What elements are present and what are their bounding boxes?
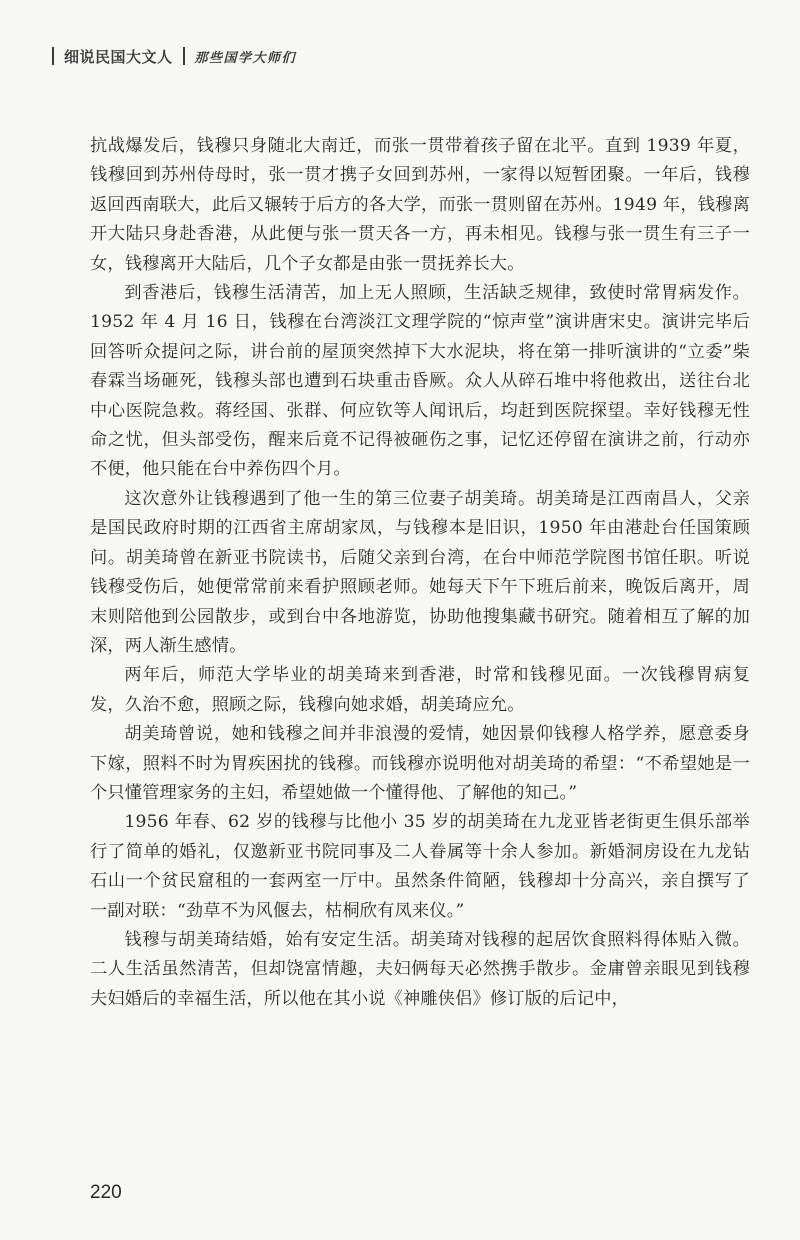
header-divider [52,47,54,65]
paragraph: 胡美琦曾说，她和钱穆之间并非浪漫的爱情，她因景仰钱穆人格学养，愿意委身下嫁，照料不时为胃疾困扰的钱穆。而钱穆亦说明他对胡美琦的希望：“不希望她是一个只懂管理家务的主妇，希望她做一个懂得他、了解他的知己。” [90,724,750,803]
paragraph: 到香港后，钱穆生活清苦，加上无人照顾，生活缺乏规律，致使时常胃病发作。1952 年 4 月 16 日，钱穆在台湾淡江文理学院的“惊声堂”演讲唐宋史。演讲完毕后回答听众提问之际，讲台前的屋顶突然掉下大水泥块，将在第一排听演讲的“立委”柴春霖当场砸死，钱穆头部也遭到石块重击昏厥。众人从碎石堆中将他救出，送往台北中心医院急救。蒋经国、张群、何应钦等人闻讯后，均赶到医院探望。幸好钱穆无性命之忧，但头部受伤，醒来后竟不记得被砸伤之事，记忆还停留在演讲之前，行动亦不便，他只能在台中养伤四个月。 [90,283,750,480]
body-text [90,132,750,1014]
paragraph: 钱穆与胡美琦结婚，始有安定生活。胡美琦对钱穆的起居饮食照料得体贴入微。二人生活虽然清苦，但却饶富情趣，夫妇俩每天必然携手散步。金庸曾亲眼见到钱穆夫妇婚后的幸福生活，所以他在其小说《神雕侠侣》修订版的后记中， [90,929,750,1009]
header-divider [183,47,185,65]
running-header [52,44,296,68]
page-number: 220 [90,1182,122,1203]
paragraph: 1956 年春、62 岁的钱穆与比他小 35 岁的胡美琦在九龙亚皆老街更生俱乐部举行了简单的婚礼，仅邀新亚书院同事及二人眷属等十余人参加。新婚洞房设在九龙钻石山一个贫民窟租的一套两室一厅中。虽然条件简陋，钱穆却十分高兴，亲自撰写了一副对联：“劲草不为风偃去，枯桐欣有凤来仪。” [90,812,750,921]
chapter-title: 那些国学大师们 [194,50,297,66]
paragraph: 抗战爆发后，钱穆只身随北大南迁，而张一贯带着孩子留在北平。直到 1939 年夏，钱穆回到苏州侍母时，张一贯才携子女回到苏州，一家得以短暂团聚。一年后，钱穆返回西南联大，此后又辗转于后方的各大学，而张一贯则留在苏州。1949 年，钱穆离开大陆只身赴香港，从此便与张一贯天各一方，再未相见。钱穆与张一贯生有三子一女，钱穆离开大陆后，几个子女都是由张一贯抚养长大。 [90,136,750,274]
paragraph: 两年后，师范大学毕业的胡美琦来到香港，时常和钱穆见面。一次钱穆胃病复发，久治不愈，照顾之际，钱穆向她求婚，胡美琦应允。 [90,665,750,715]
book-title: 细说民国大文人 [64,47,173,66]
paragraph: 这次意外让钱穆遇到了他一生的第三位妻子胡美琦。胡美琦是江西南昌人，父亲是国民政府时期的江西省主席胡家凤，与钱穆本是旧识，1950 年由港赴台任国策顾问。胡美琦曾在新亚书院读书，后随父亲到台湾，在台中师范学院图书馆任职。听说钱穆受伤后，她便常常前来看护照顾老师。她每天下午下班后前来，晚饭后离开，周末则陪他到公园散步，或到台中各地游览，协助他搜集藏书研究。随着相互了解的加深，两人渐生感情。 [90,488,750,656]
